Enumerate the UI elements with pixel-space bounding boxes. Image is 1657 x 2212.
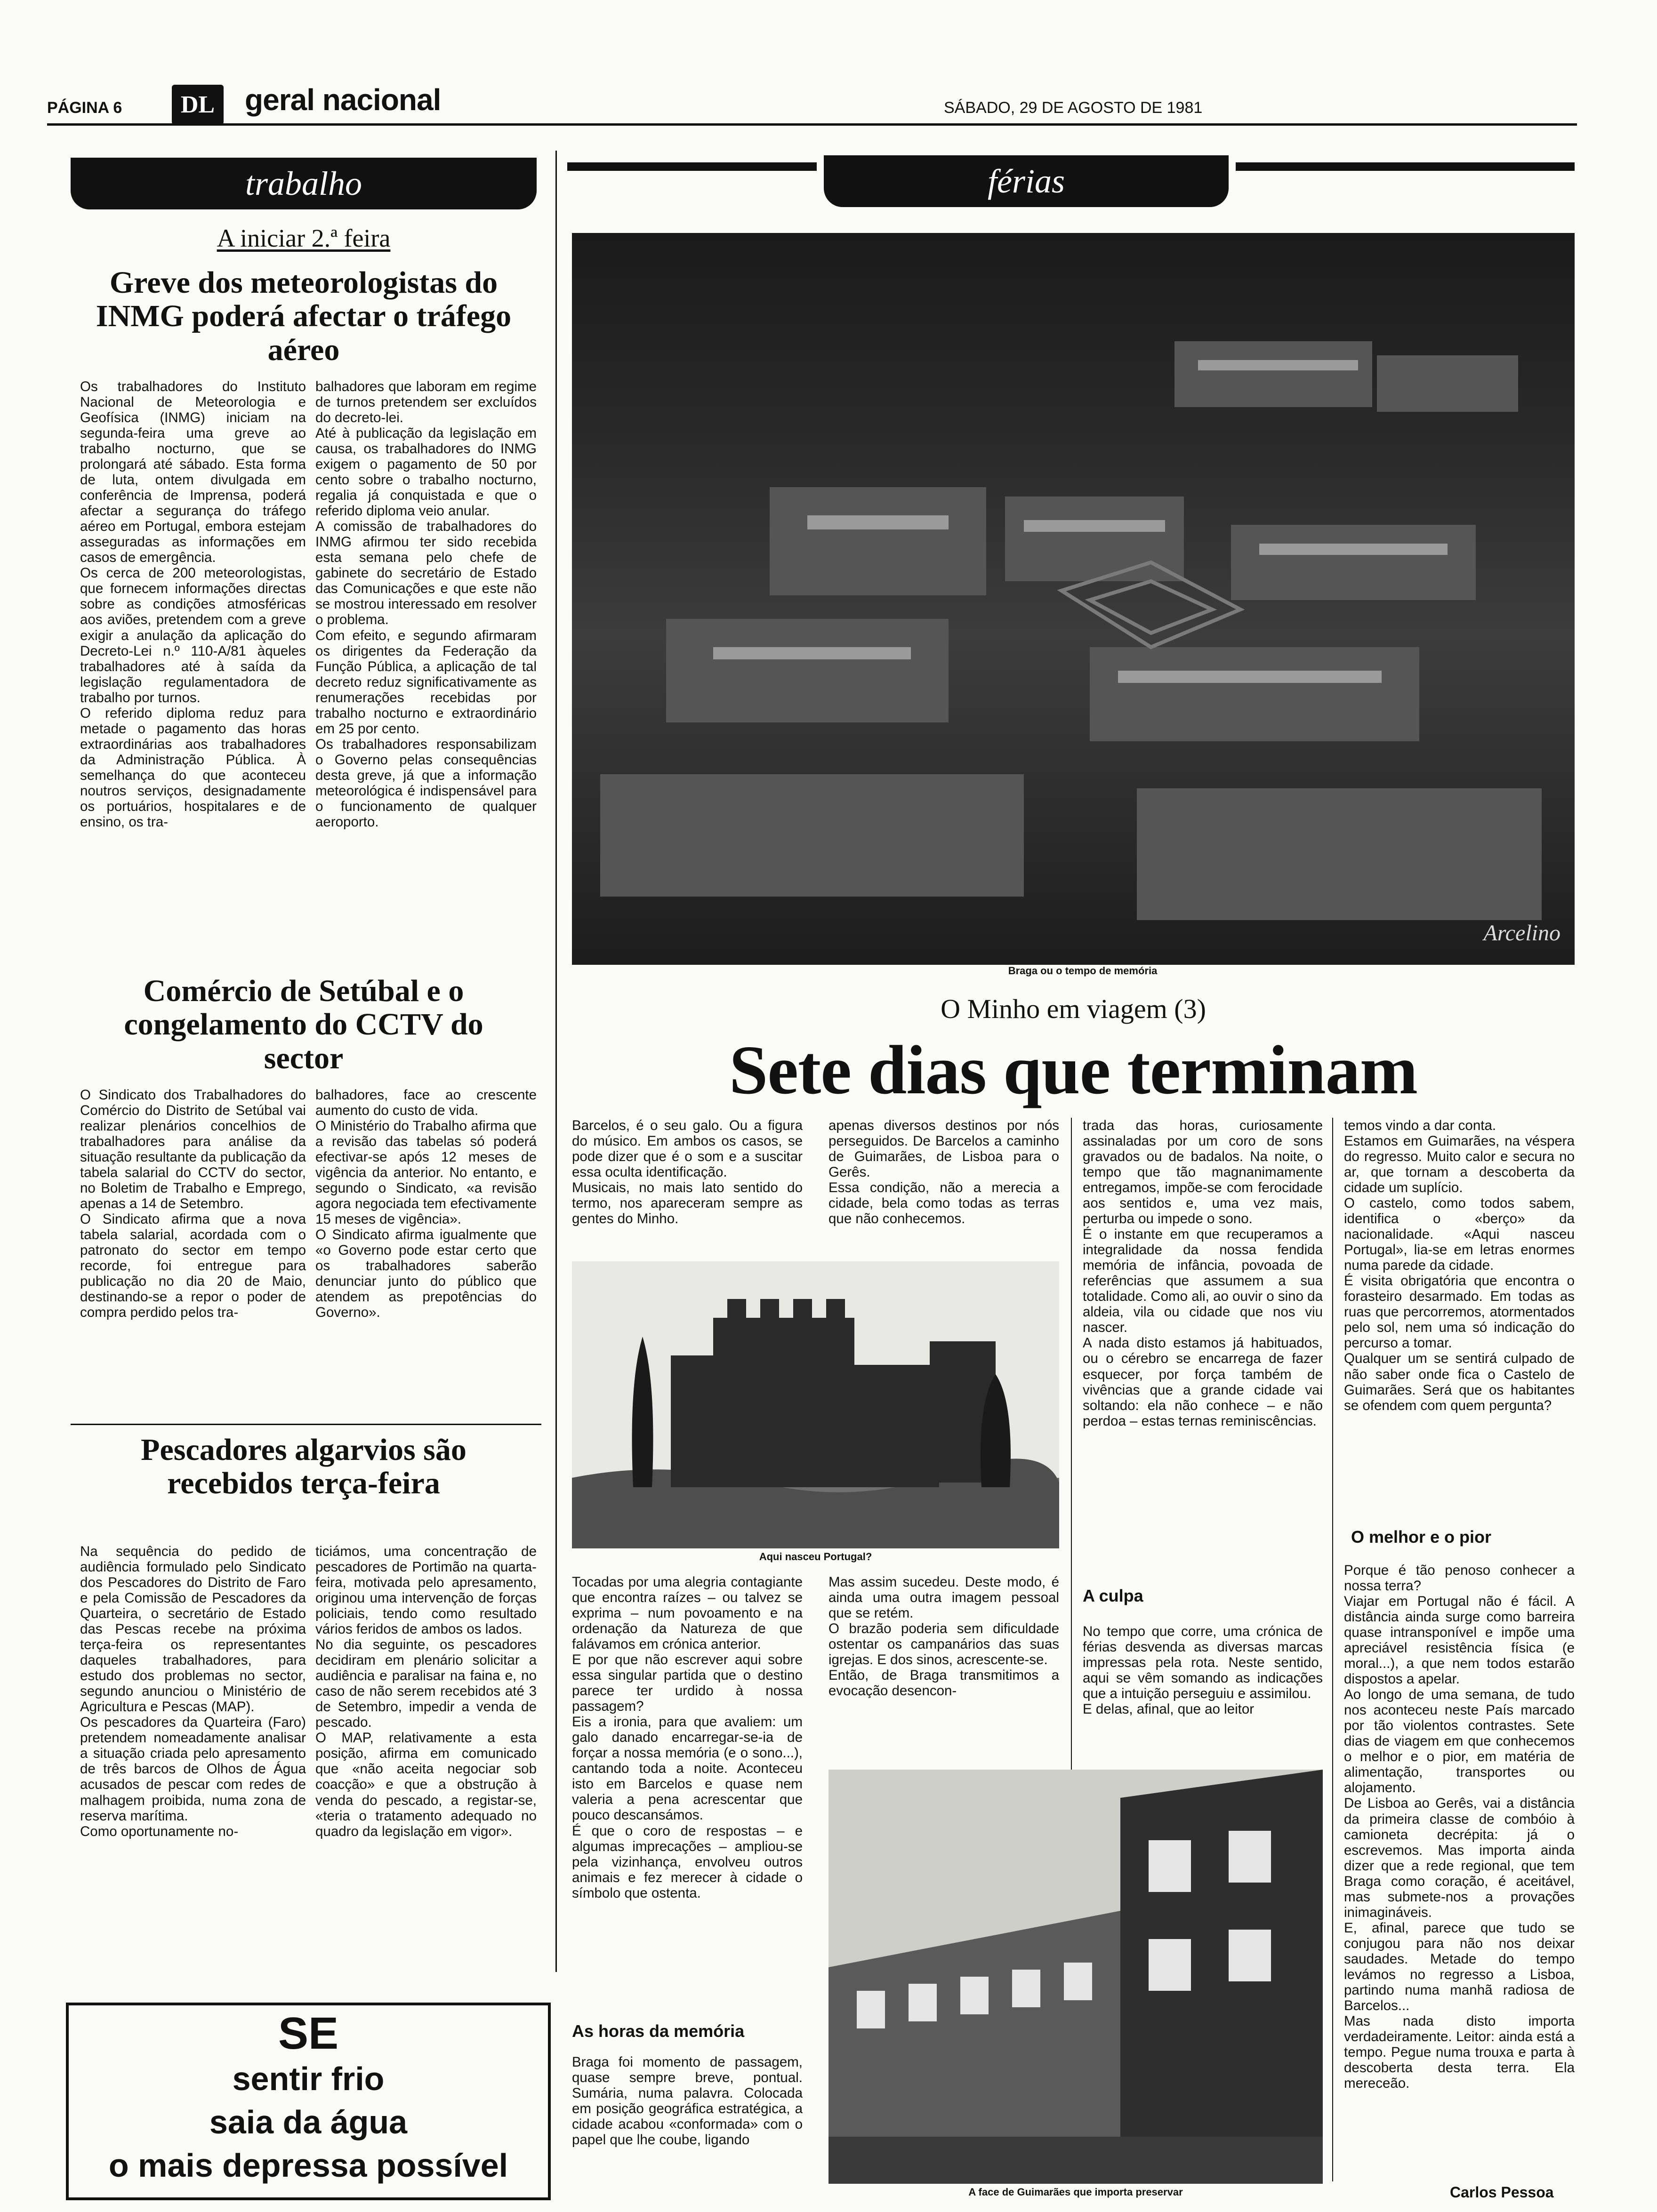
ferias-colA-low: Braga foi momento de passagem, quase sempre breve, pontual. Sumária, numa palavra. Colocada em posição geográfica estratégica, a cidade acabou «conformada» com o papel que lhe coube, ligando [572,2054,803,2148]
subhead-melhor-pior: O melhor e o pior [1351,1527,1492,1547]
byline: Carlos Pessoa [1450,2184,1554,2201]
article3-col2: ticiámos, uma concentração de pescadores de Portimão na quarta-feira, motivada pelo apresamento, originou uma intervenção de forças policiais, tendo como resultado vários feridos de ambos os lados. No dia seguinte, os pescadores decidiram em plenário solicitar a audiência e paralisar na faina e, no caso de não serem recebidos até 3 de Setembro, impedir a venda de pescado. O MAP, relativamente a esta posição, afirma em comunicado que «não aceita negociar sob coacção» e que a obstrução à venda do pescado, a registar-se, «teria o tratamento adequado no quadro da legislação em vigor». [315,1544,537,1839]
ferias-colB-mid: Mas assim sucedeu. Deste modo, é ainda uma outra imagem pessoal que se retém. O brazão poderia sem dificuldade ostentar os campanários das suas igrejas. E dos sinos, acrescente-se. Então, de Braga transmitimos a evocação desencon- [828,1574,1059,1699]
main-headline: Sete dias que terminam [729,1032,1417,1109]
section-trabalho-label: trabalho [245,165,362,202]
ferias-top-rule-left [567,162,817,171]
page-number: PÁGINA 6 [47,99,122,117]
ferias-colA-mid: Tocadas por uma alegria contagiante que encontra raízes – ou talvez se exprima – num povoamento e na ordenação da Natureza de que falávamos em crónica anterior. E por que não escrever aqui sobre essa singular partida que o destino parece ter urdido à nossa passagem? Eis a ironia, para que avaliem: um galo danado encarregar-se-ia de forçar a nossa memória (e o sono...), cantando toda a noite. Aconteceu isto em Barcelos e quase nem valeria a pena acrescentar que pouco descansámos. É que o coro de respostas – e algumas imprecações – ampliou-se pela vizinhança, envolveu outros animais e fez merecer à cidade o símbolo que ostenta. [572,1574,803,1901]
page-date: SÁBADO, 29 DE AGOSTO DE 1981 [944,99,1203,117]
subhead-a-culpa: A culpa [1083,1586,1143,1605]
article1-col2: balhadores que laboram em regime de turnos pretendem ser excluídos do decreto-lei. Até à publicação da legislação em causa, os trabalhadores do INMG exigem o pagamento de 50 por cento sobre o trabalho nocturno, regalia já conquistada e que o referido diploma veio anular. A comissão de trabalhadores do INMG afirmou ter sido recebida esta semana pelo chefe de gabinete do secretário de Estado das Comunicações e que este não se mostrou interessado em resolver o problema. Com efeito, e segundo afirmaram os dirigentes da Federação da Função Pública, a aplicação de tal decreto reduz significativamente as renumerações recebidas por trabalho nocturno e extraordinário em 25 por cento. Os trabalhadores responsabilizam o Governo pelas consequências desta greve, já que a informação meteorológica é indispensável para o funcionamento de qualquer aeroporto. [315,379,537,830]
article3-rule [71,1424,541,1425]
braga-city-silhouette [572,233,1575,965]
header-rule [47,123,1577,126]
braga-aerial-photo [572,233,1575,965]
ad-box [66,2003,551,2200]
guimaraes-street-photo [828,1770,1323,2184]
article1-col1: Os trabalhadores do Instituto Nacional de Meteorologia e Geofísica (INMG) iniciam na segunda-feira uma greve ao trabalho nocturno, que se prolongará até sábado. Esta forma de luta, ontem divulgada em conferência de Imprensa, poderá afectar a segurança do tráfego aéreo em Portugal, embora estejam asseguradas as informações em casos de emergência. Os cerca de 200 meteorologistas, que fornecem informações directas sobre as condições atmosféricas aos aviões, pretendem com a greve exigir a anulação da aplicação do Decreto-Lei n.º 110-A/81 àqueles trabalhadores até à saída da legislação regulamentadora de trabalho por turnos. O referido diploma reduz para metade o pagamento das horas extraordinárias aos trabalhadores da Administração Pública. À semelhança do que aconteceu noutros serviços, designadamente os portuários, hospitalares e de ensino, os tra- [80,379,306,830]
ad-line-2: sentir frio [232,2060,385,2097]
ferias-colC-top: trada das horas, curiosamente assinaladas por um coro de sons gravados ou de badalos. Na noite, o tempo que tão magnanimamente entregamos, impõe-se com ferocidade aos sentidos e, uma vez mais, perturba ou impede o sono. É o instante em que recuperamos a integralidade da nossa fendida memória de infância, povoada de referências que assumem a sua totalidade. Como ali, ao ouvir o sino da aldeia, vila ou cidade que nos viu nascer. A nada disto estamos já habituados, ou o cérebro se encarrega de fazer esquecer, por força também de vivências que a grande cidade vai soltando: ela não conhece – e não perdoa – estas ternas reminiscências. [1083,1118,1323,1429]
article1-headline: Greve dos meteorologistas do INMG poderá afectar o tráfego aéreo [96,265,512,367]
article2-headline: Comércio de Setúbal e o congelamento do CCTV do sector [124,974,483,1075]
ferias-top-rule-right [1236,162,1575,171]
logo-mark [172,85,224,125]
article3-headline: Pescadores algarvios são recebidos terça-feira [141,1433,467,1501]
ferias-colC-mid: No tempo que corre, uma crónica de férias desvenda as diversas marcas impressas pela rota. Neste sentido, aqui se vêm somando as indicações que a intuição perseguiu e assimilou. E delas, afinal, que ao leitor [1083,1624,1323,1717]
ad-line-4: o mais depressa possível [108,2147,508,2184]
street-photo-caption: A face de Guimarães que importa preservar [968,2186,1183,2198]
ferias-colD-top: temos vindo a dar conta. Estamos em Guimarães, na véspera do regresso. Muito calor e secura no ar, que tornam a descoberta da cidade um suplício. O castelo, como todos sabem, identifica o «berço» da nacionalidade. «Aqui nasceu Portugal», lia-se em letras enormes numa parede da cidade. É visita obrigatória que encontra o forasteiro desarmado. Em todas as ruas que percorremos, atormentados pelo sol, nem uma só indicação do percurso a tomar. Qualquer um se sentirá culpado de não saber onde fica o Castelo de Guimarães. Será que os habitantes se ofendem com quem pergunta? [1344,1118,1575,1413]
section-ferias [824,155,1229,207]
section-ferias-label: férias [987,162,1065,200]
ad-line-3: saia da água [209,2104,408,2140]
ferias-colA-top: Barcelos, é o seu galo. Ou a figura do músico. Em ambos os casos, se pode dizer que é o som e a suscitar essa oculta identificação. Musicais, no mais lato sentido do termo, nos apareceram sempre as gentes do Minho. [572,1118,803,1227]
logo-text: DL [180,91,215,118]
braga-photo-caption: Braga ou o tempo de memória [1008,965,1158,977]
article2-col1: O Sindicato dos Trabalhadores do Comércio do Distrito de Setúbal vai realizar plenários concelhios de trabalhadores para análise da situação resultante da publicação da tabela salarial do CCTV do sector, no Boletim de Trabalho e Emprego, apenas a 14 de Setembro. O Sindicato afirma que a nova tabela salarial, acordada com o patronato do sector em tempo recorde, foi entregue para publicação no dia 20 de Maio, destinando-se a repor o poder de compra perdido pelos tra- [80,1087,306,1321]
section-name: geral nacional [245,83,441,117]
castle-illustration [572,1261,1059,1548]
section-trabalho [71,158,537,209]
series-kicker: O Minho em viagem (3) [941,994,1206,1024]
column-rule-left [555,151,557,1972]
ad-line-1: SE [278,2008,339,2059]
street-illustration [828,1770,1323,2184]
article1-kicker: A iniciar 2.ª feira [217,224,391,252]
castle-photo [572,1261,1059,1548]
castle-photo-caption: Aqui nasceu Portugal? [759,1551,872,1563]
photo-signature: Arcelino [1483,921,1560,946]
ferias-colD-low: Porque é tão penoso conhecer a nossa terra? Viajar em Portugal não é fácil. A distância ainda surge como barreira quase intransponível e impõe uma apreciável resistência física (e moral...), a que nem todos estarão dispostos a apelar. Ao longo de uma semana, de tudo nos aconteceu neste País marcado por tão violentos contrastes. Sete dias de viagem em que conhecemos o melhor e o pior, em matéria de alimentação, transportes ou alojamento. De Lisboa ao Gerês, vai a distância da primeira classe de combóio à camioneta decrépita: já o escrevemos. Mas importa ainda dizer que a rede regional, que tem Braga como coração, é aceitável, mas submete-nos a provações inimagináveis. E, afinal, parece que tudo se conjugou para não nos deixar saudades. Metade do tempo levámos no regresso a Lisboa, partindo numa manhã radiosa de Barcelos... Mas nada disto importa verdadeiramente. Leitor: ainda está a tempo. Pegue numa trouxa e parta à descoberta desta terra. Ela mereceão. [1344,1563,1575,2092]
column-rule-right-2 [1332,1118,1333,2181]
article3-col1: Na sequência do pedido de audiência formulado pelo Sindicato dos Pescadores do Distrito de Faro e pela Comissão de Pescadores da Quarteira, o secretário de Estado das Pescas recebe na próxima terça-feira os representantes daqueles trabalhadores, para estudo dos problemas no sector, segundo anunciou o Ministério de Agricultura e Pescas (MAP). Os pescadores da Quarteira (Faro) pretendem nomeadamente analisar a situação criada pelo apresamento de três barcos de Olhos de Água acusados de pescar com redes de malhagem proibida, numa zona de reserva marítima. Como oportunamente no- [80,1544,306,1839]
subhead-horas-memoria: As horas da memória [572,2021,745,2041]
article2-col2: balhadores, face ao crescente aumento do custo de vida. O Ministério do Trabalho afirma que a revisão das tabelas só poderá efectivar-se após 12 meses de vigência da anterior. No entanto, e segundo o Sindicato, «a revisão agora negociada tem efectivamente 15 meses de vigência». O Sindicato afirma igualmente que «o Governo pode estar certo que os trabalhadores saberão denunciar junto do público que atendem as prepotências do Governo». [315,1087,537,1321]
ferias-colB-top: apenas diversos destinos por nós perseguidos. De Barcelos a caminho de Guimarães, de Lisboa para o Gerês. Essa condição, não a merecia a cidade, bela como todas as terras que não conhecemos. [828,1118,1059,1227]
